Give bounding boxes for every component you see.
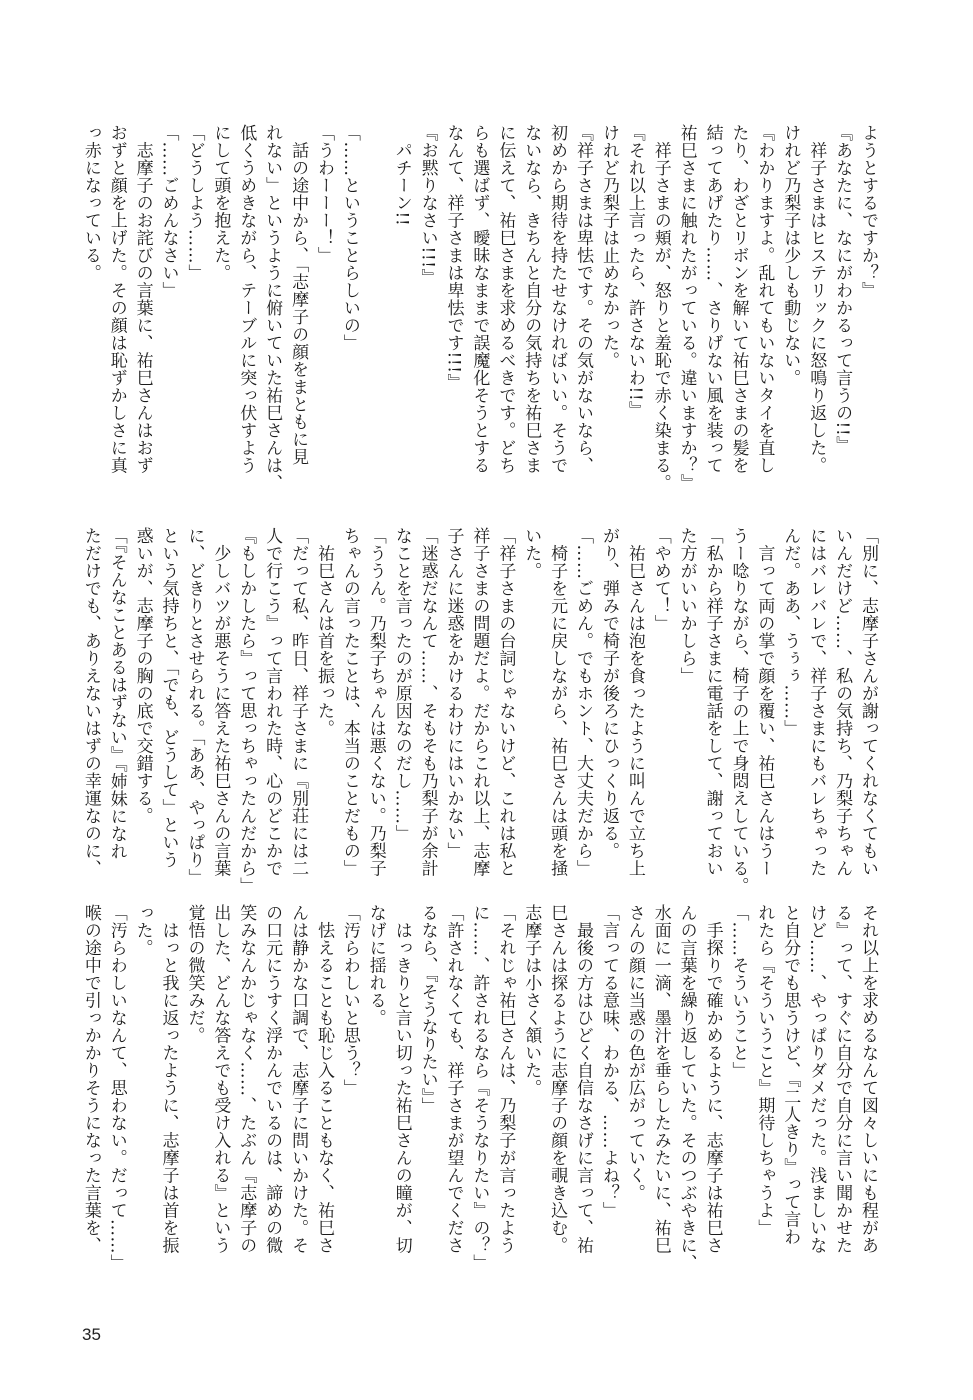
text-column: んの言葉を繰り返していた。そのつぶやきに、 [676,904,697,1272]
text-column: 「それじゃ祐巳さんは、乃梨子が言ったよう [495,904,516,1254]
text-column: った。 [132,904,153,957]
text-column: 「祥子さまの台詞じゃないけど、これは私と [495,527,516,877]
text-column: という気持ちと、「でも、どうして」という [158,527,179,869]
text-column: 祐巳さんは首を振った。 [313,527,334,737]
text-column: 「私から祥子さまに電話をして、謝っておい [702,527,723,877]
text-column: ないなら、きちんと自分の気持ちを祐巳さま [521,124,542,474]
text-column: それ以上を求めるなんて図々しいにも程があ [858,904,878,1254]
text-column: にして頭を抱えた。 [210,124,231,282]
text-block-lower [77,904,880,1274]
text-column: らも選ばず、曖昧なままで誤魔化そうとする [469,124,490,474]
text-column: 低くうめきながら、テーブルに突っ伏すよう [236,124,257,474]
text-column: 『それ以上言ったら、許さないわ!!』 [624,124,645,419]
page-number: 35 [82,1325,101,1344]
text-column: 「だって私、昨日、祥子さまに『別荘には二 [288,527,309,877]
text-column: 話の途中から、「志摩子の顔をまともに見 [288,124,309,466]
text-column: なんて、祥子さまは卑怯です!!!』 [443,124,464,391]
text-column: 『もしかしたら』って思っちゃったんだから」 [236,527,257,895]
text-column: 「……そういうこと」 [728,904,749,1079]
text-column: 少しバツが悪そうに答えた祐巳さんの言葉 [210,527,231,877]
text-column: れたら『そういうこと』期待しちゃうよ」 [754,904,775,1237]
text-column: 『お黙りなさい!!!』 [417,124,438,286]
text-column: 祥子さまの問題だよ。だからこれ以上、志摩 [469,527,490,877]
text-column: 出した、どんな答えでも受け入れる』という [210,904,231,1254]
text-block-middle [77,527,880,895]
text-column: に伝えて、祐巳さまを求めるべきです。どち [495,124,516,474]
text-column: 覚悟の微笑みだ。 [184,904,205,1044]
text-column: に……、許されるなら『そうなりたい』の？」 [469,904,490,1272]
text-column: 笑みなんかじゃなく……、たぶん『志摩子の [236,904,257,1254]
text-column: と自分でも思うけど、『二人きり』って言わ [780,904,801,1246]
text-column: はっきりと言い切った祐巳さんの瞳が、切 [391,904,412,1254]
text-column: 祐巳さまに触れたがっている。違いますか？』 [676,124,697,492]
text-column: 「許されなくても、祥子さまが望んでくださ [443,904,464,1254]
text-column: 祥子さまの頬が、怒りと羞恥で赤く染まる。 [650,124,671,492]
text-column: 椅子を元に戻しながら、祐巳さんは頭を掻 [547,527,568,877]
text-column: けれど乃梨子は止めなかった。 [598,124,619,369]
text-column: いんだけど……、私の気持ち、乃梨子ちゃん [832,527,853,877]
text-column: 初めから期待を持たせなければいい。そうで [547,124,568,474]
text-column: ちゃんの言ったことは、本当のことだもの」 [339,527,360,877]
text-column: おずと顔を上げた。その顔は恥ずかしさに真 [106,124,127,474]
text-column: いた。 [521,527,542,580]
text-column: 水面に一滴、墨汁を垂らしたみたいに、祐巳 [650,904,671,1254]
text-column: んは静かな口調で、志摩子に問いかけた。そ [288,904,309,1254]
text-column: 『あなたに、なにがわかるって言うの!!』 [832,124,853,454]
text-column: の口元にうすく浮かんでいるのは、諦めの微 [262,904,283,1254]
text-column: パチーン!! [391,124,412,227]
text-column: 「迷惑だなんて……、そもそも乃梨子が余計 [417,527,438,877]
text-column: 惑いが、志摩子の胸の底で交錯する。 [132,527,153,825]
text-column: けれど乃梨子は少しも動じない。 [780,124,801,387]
text-column: 怯えることも恥じ入ることもなく、祐巳さ [313,904,334,1254]
text-column: 言って両の掌で顔を覆い、祐巳さんはうー [754,527,775,877]
text-column: るなら、『そうなりたい』」 [417,904,438,1115]
text-block-upper [77,124,880,492]
text-column: 喉の途中で引っかかりそうになった言葉を、 [80,904,101,1254]
text-column: 「……ごめんなさい」 [158,124,179,299]
text-column: 「……ということらしいの」 [339,124,360,352]
text-column: 「言ってる意味、わかる、……よね？」 [598,904,619,1219]
text-column: がり、弾みで椅子が後ろにひっくり返る。 [598,527,619,860]
text-column: に、どきりとさせられる。「ああ、やっぱり」 [184,527,205,886]
text-column: ようとするですか？』 [858,124,878,299]
text-column: 最後の方はひどく自信なさげに言って、祐 [573,904,594,1254]
text-column: れない」というように俯いていた祐巳さんは、 [262,124,283,492]
text-column: うー唸りながら、椅子の上で身悶えしている。 [728,527,749,895]
text-column: 「ううん。乃梨子ちゃんは悪くない。乃梨子 [365,527,386,877]
text-column: けど……、やっぱりダメだった。浅ましいな [806,904,827,1254]
text-column: 祐巳さんは泡を食ったように叫んで立ち上 [624,527,645,877]
text-column: 『わかりますよ。乱れてもいないタイを直し [754,124,775,474]
text-column: 子さんに迷惑をかけるわけにはいかない」 [443,527,464,860]
text-column: 志摩子のお詫びの言葉に、祐巳さんはおず [132,124,153,474]
text-column: 「うわーーー！」 [313,124,334,264]
text-column [362,124,388,484]
text-column: なげに揺れる。 [365,904,386,1027]
text-column: 結ってあげたり……、さりげない風を装って [702,124,723,474]
text-column: 人で行こう』って言われた時、心のどこかで [262,527,283,877]
text-column: 巳さんは探るように志摩子の顔を覗き込む。 [547,904,568,1254]
text-column: 祥子さまはヒステリックに怒鳴り返した。 [806,124,827,474]
text-column: 「汚らわしいなんて、思わない。だって……」 [106,904,127,1272]
text-column: 「どうしよう……」 [184,124,205,282]
text-column: たり、わざとリボンを解いて祐巳さまの髪を [728,124,749,474]
text-column: 志摩子は小さく頷いた。 [521,904,542,1097]
text-column: た方がいいかしら」 [676,527,697,685]
text-column: る』って、すぐに自分で自分に言い聞かせた [832,904,853,1254]
text-column: はっと我に返ったように、志摩子は首を振 [158,904,179,1254]
text-column: 『祥子さまは卑怯です。その気がないなら、 [573,124,594,474]
text-column: 「やめて！」 [650,527,671,632]
text-column: 手探りで確かめるように、志摩子は祐巳さ [702,904,723,1254]
text-column: 「汚らわしいと思う？」 [339,904,360,1097]
text-column: なことを言ったのが原因なのだし……」 [391,527,412,842]
text-column: ただけでも、ありえないはずの幸運なのに、 [80,527,101,877]
text-column: 「……ごめん。でもホント、大丈夫だから」 [573,527,594,877]
text-column: さんの顔に当惑の色が広がっていく。 [624,904,645,1202]
text-column: んだ。ああ、うぅぅ……」 [780,527,801,737]
text-column: 「『そんなことあるはずない』『姉妹になれ [106,527,127,860]
text-column: 「別に、志摩子さんが謝ってくれなくてもい [858,527,878,877]
text-column: っ赤になっている。 [80,124,101,282]
text-column: にはバレバレで、祥子さまにもバレちゃった [806,527,827,877]
